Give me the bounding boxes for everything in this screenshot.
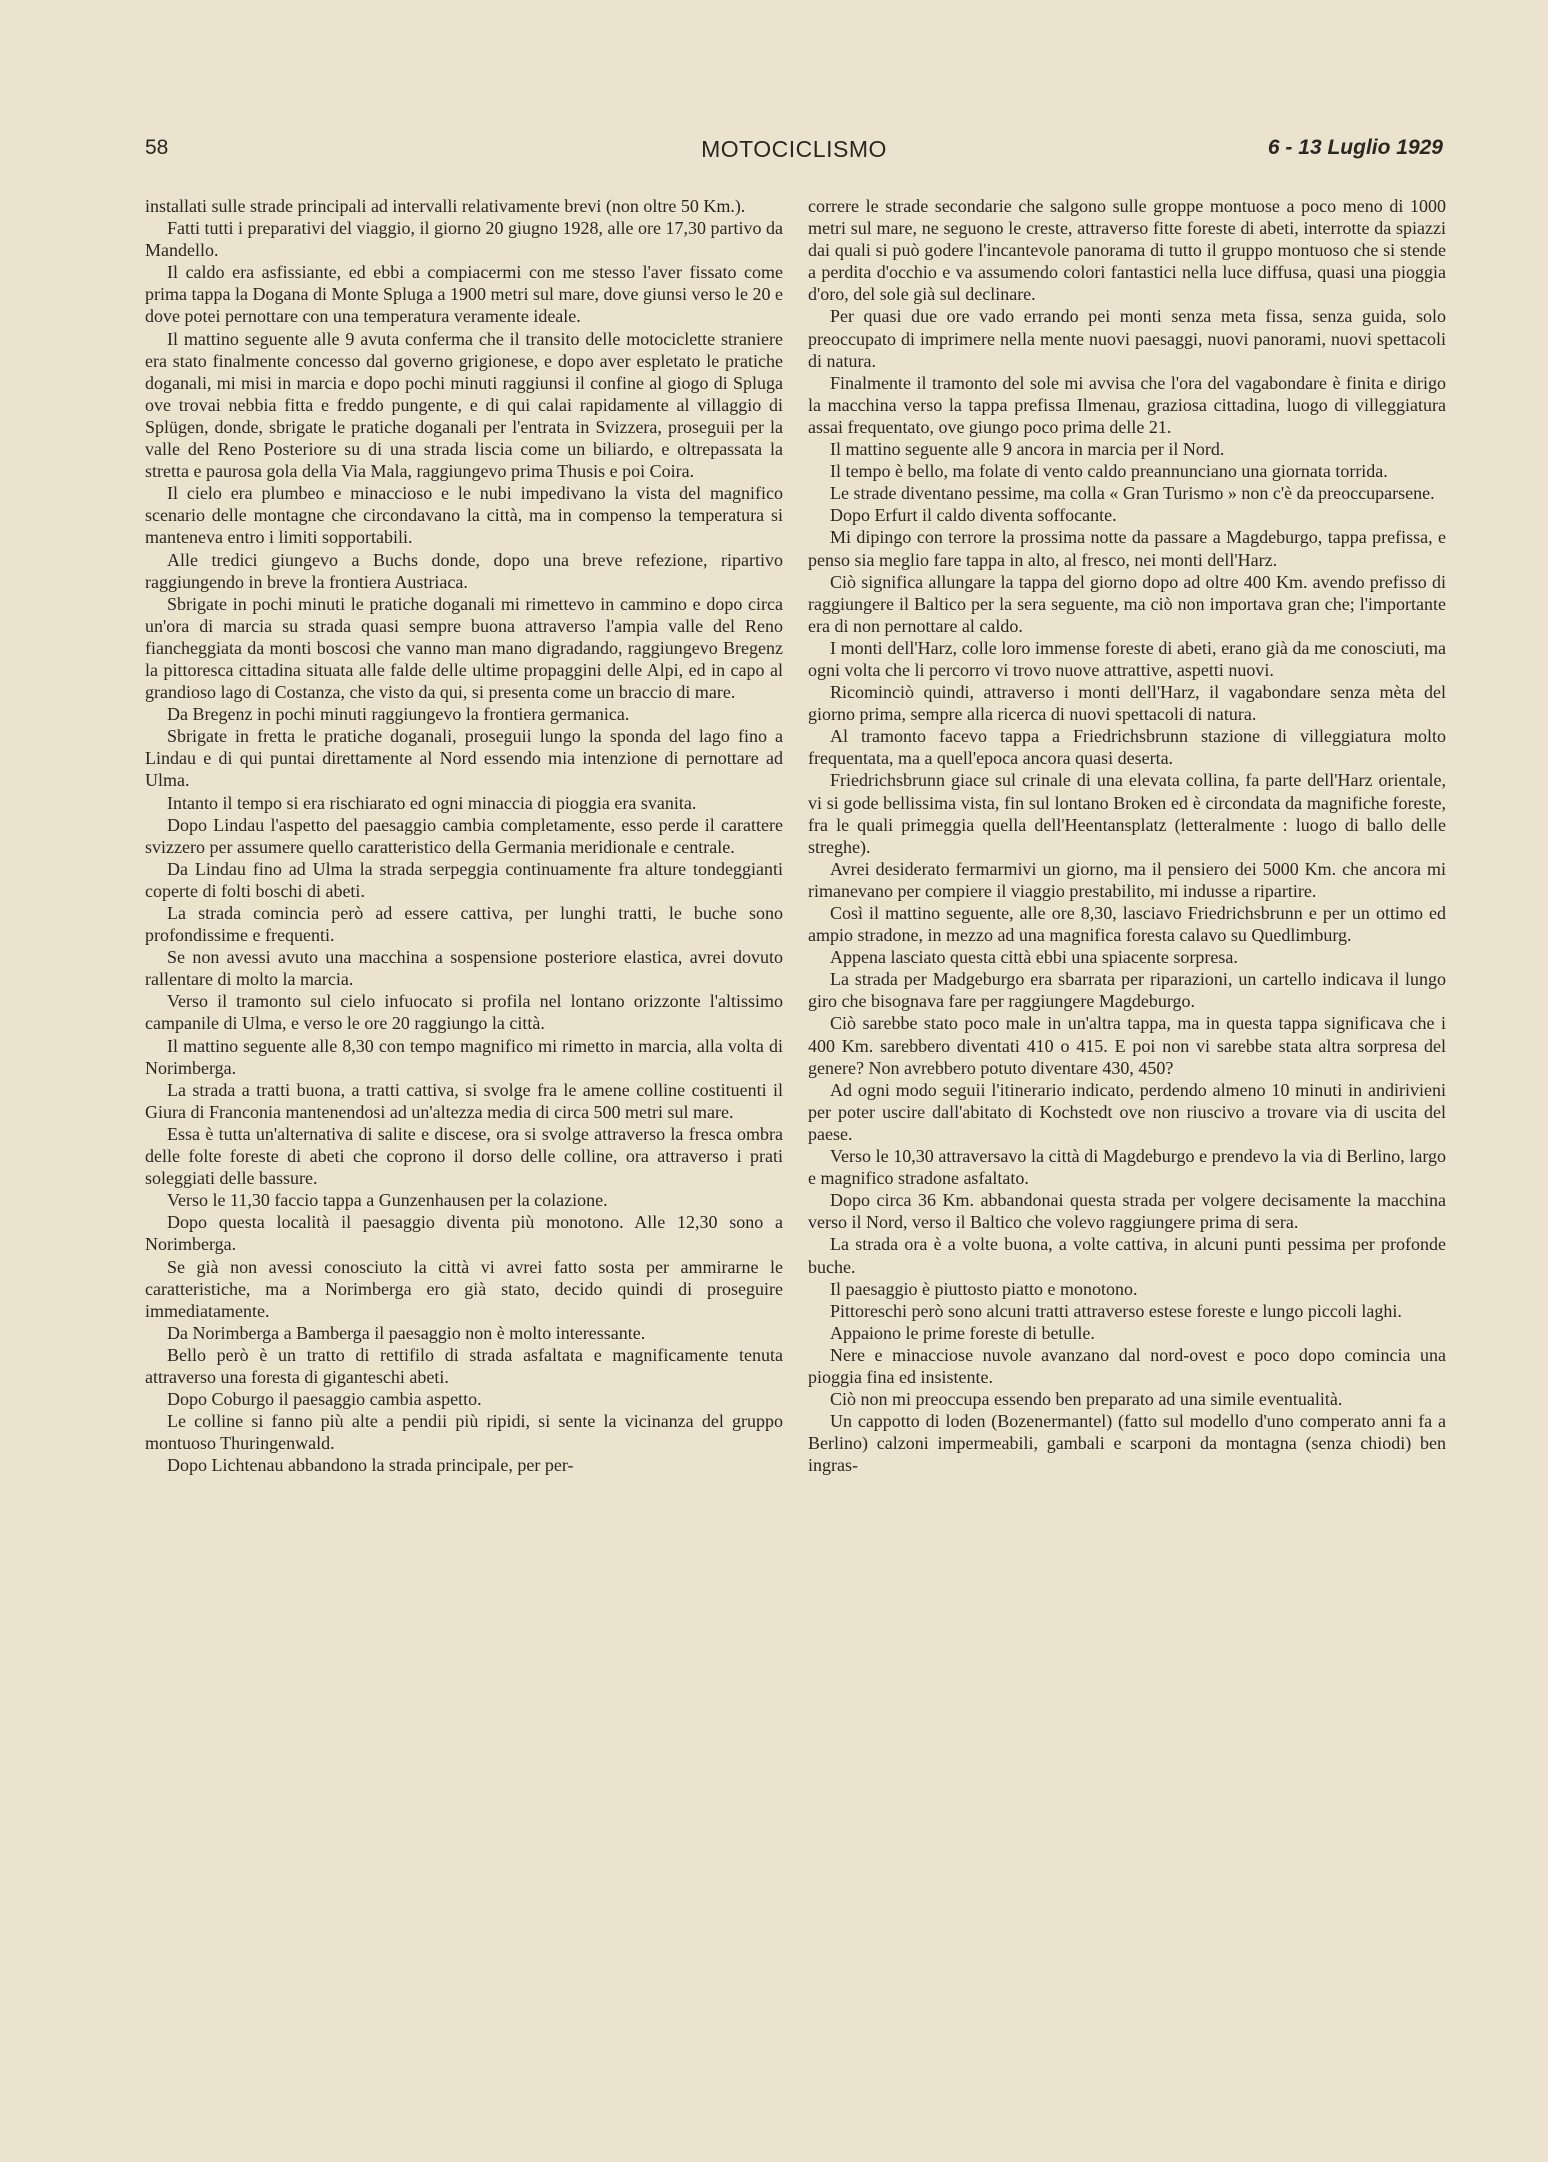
- paragraph: Se non avessi avuto una macchina a sospensione posteriore elastica, avrei dovuto rallentare di molto la marcia.: [145, 947, 783, 990]
- right-column: [808, 195, 1446, 1476]
- paragraph: Un cappotto di loden (Bozenermantel) (fatto sul modello d'uno comperato anni fa a Berlino) calzoni impermeabili, gambali e scarponi da montagna (senza chiodi) ben ingras-: [808, 1411, 1446, 1476]
- paragraph: Pittoreschi però sono alcuni tratti attraverso estese foreste e lungo piccoli laghi.: [830, 1300, 1402, 1321]
- paragraph: Mi dipingo con terrore la prossima notte da passare a Magdeburgo, tappa prefissa, e penso sia meglio fare tappa in alto, al fresco, nei monti dell'Harz.: [808, 527, 1446, 570]
- issue-date: 6 - 13 Luglio 1929: [1267, 136, 1443, 159]
- paragraph: Così il mattino seguente, alle ore 8,30, lasciavo Friedrichsbrunn e per un ottimo ed ampio stradone, in mezzo ad una magnifica foresta calavo su Quedlimburg.: [808, 903, 1446, 946]
- paragraph: Il mattino seguente alle 9 ancora in marcia per il Nord.: [830, 439, 1225, 460]
- left-column: [145, 195, 783, 1476]
- paragraph: Intanto il tempo si era rischiarato ed ogni minaccia di pioggia era svanita.: [167, 792, 697, 813]
- paragraph: installati sulle strade principali ad intervalli relativamente brevi (non oltre 50 Km.).: [145, 196, 746, 216]
- paragraph: La strada a tratti buona, a tratti cattiva, si svolge fra le amene colline costituenti il Giura di Franconia mantenendosi ad un'altezza media di circa 500 metri sul mare.: [145, 1079, 783, 1122]
- paragraph: Fatti tutti i preparativi del viaggio, il giorno 20 giugno 1928, alle ore 17,30 partivo da Mandello.: [145, 218, 783, 261]
- paragraph: Il cielo era plumbeo e minaccioso e le nubi impedivano la vista del magnifico scenario delle montagne che circondavano la città, ma in compenso la temperatura si manteneva entro i limiti sopportabili.: [145, 483, 783, 548]
- paragraph: Bello però è un tratto di rettifilo di strada asfaltata e magnificamente tenuta attraverso una foresta di giganteschi abeti.: [145, 1344, 783, 1387]
- paragraph: Le colline si fanno più alte a pendii più ripidi, si sente la vicinanza del gruppo montuoso Thuringenwald.: [145, 1411, 783, 1454]
- paragraph: Ciò significa allungare la tappa del giorno dopo ad oltre 400 Km. avendo prefisso di raggiungere il Baltico per la sera seguente, ma ciò non importava gran che; l'importante era di non pernottare al caldo.: [808, 571, 1446, 636]
- paragraph: Il mattino seguente alle 8,30 con tempo magnifico mi rimetto in marcia, alla volta di Norimberga.: [145, 1035, 783, 1078]
- paragraph: Verso il tramonto sul cielo infuocato si profila nel lontano orizzonte l'altissimo campanile di Ulma, e verso le ore 20 raggiungo la città.: [145, 991, 783, 1034]
- page-number: 58: [145, 136, 169, 159]
- paragraph: La strada comincia però ad essere cattiva, per lunghi tratti, le buche sono profondissime e frequenti.: [145, 903, 783, 946]
- paragraph: Appena lasciato questa città ebbi una spiacente sorpresa.: [830, 947, 1238, 968]
- paragraph: Dopo Lichtenau abbandono la strada principale, per per-: [167, 1455, 574, 1476]
- paragraph: Verso le 10,30 attraversavo la città di Magdeburgo e prendevo la via di Berlino, largo e magnifico stradone asfaltato.: [808, 1146, 1446, 1189]
- paragraph: Sbrigate in pochi minuti le pratiche doganali mi rimettevo in cammino e dopo circa un'ora di marcia su strada quasi sempre buona attraverso l'ampia valle del Reno fiancheggiata da monti boscosi che vanno man mano digradando, raggiungevo Bregenz la pittoresca cittadina situata alle falde delle ultime propaggini delle Alpi, ed in capo al grandioso lago di Costanza, che visto da qui, si presenta come un braccio di mare.: [145, 593, 783, 703]
- paragraph: Friedrichsbrunn giace sul crinale di una elevata collina, fa parte dell'Harz orientale, vi si gode bellissima vista, fin sul lontano Broken ed è circondata da magnifiche foreste, fra le quali primeggia quella dell'Heentansplatz (letteralmente : luogo di ballo delle streghe).: [808, 770, 1446, 857]
- paragraph: Ricominciò quindi, attraverso i monti dell'Harz, il vagabondare senza mèta del giorno prima, sempre alla ricerca di nuovi spettacoli di natura.: [808, 682, 1446, 725]
- paragraph: Essa è tutta un'alternativa di salite e discese, ora si svolge attraverso la fresca ombra delle folte foreste di abeti che coprono il dorso delle colline, ora attraverso i prati soleggiati delle bassure.: [145, 1123, 783, 1189]
- magazine-title: MOTOCICLISMO: [701, 136, 887, 162]
- paragraph: Dopo questa località il paesaggio diventa più monotono. Alle 12,30 sono a Norimberga.: [145, 1212, 783, 1255]
- paragraph: Appaiono le prime foreste di betulle.: [830, 1322, 1095, 1343]
- paragraph: I monti dell'Harz, colle loro immense foreste di abeti, erano già da me conosciuti, ma ogni volta che li percorro vi trovo nuove attrattive, aspetti nuovi.: [808, 637, 1446, 680]
- paragraph: Da Norimberga a Bamberga il paesaggio non è molto interessante.: [167, 1322, 646, 1343]
- paragraph: Il caldo era asfissiante, ed ebbi a compiacermi con me stesso l'aver fissato come prima tappa la Dogana di Monte Spluga a 1900 metri sul mare, dove giunsi verso le 20 e dove potei pernottare con una temperatura veramente ideale.: [145, 262, 783, 327]
- page-header: [145, 136, 1443, 166]
- paragraph: Da Lindau fino ad Ulma la strada serpeggia continuamente fra alture tondeggianti coperte di folti boschi di abeti.: [145, 858, 783, 901]
- paragraph: Ciò sarebbe stato poco male in un'altra tappa, ma in questa tappa significava che i 400 Km. sarebbero diventati 410 o 415. E poi non vi sarebbe stata altra sorpresa del genere? Non avrebbero potuto diventare 430, 450?: [808, 1013, 1446, 1078]
- paragraph: La strada ora è a volte buona, a volte cattiva, in alcuni punti pessima per profonde buche.: [808, 1234, 1446, 1277]
- paragraph: Avrei desiderato fermarmivi un giorno, ma il pensiero dei 5000 Km. che ancora mi rimanevano per compiere il viaggio prestabilito, mi indusse a ripartire.: [808, 858, 1446, 901]
- paragraph: Dopo Lindau l'aspetto del paesaggio cambia completamente, esso perde il carattere svizzero per assumere quello caratteristico della Germania meridionale e centrale.: [145, 814, 783, 857]
- paragraph: Ciò non mi preoccupa essendo ben preparato ad una simile eventualità.: [830, 1389, 1343, 1410]
- paragraph: Il paesaggio è piuttosto piatto e monotono.: [830, 1278, 1138, 1299]
- paragraph: Verso le 11,30 faccio tappa a Gunzenhausen per la colazione.: [167, 1190, 608, 1211]
- paragraph: Le strade diventano pessime, ma colla « Gran Turismo » non c'è da preoccuparsene.: [830, 483, 1435, 504]
- paragraph: Il tempo è bello, ma folate di vento caldo preannunciano una giornata torrida.: [830, 461, 1388, 482]
- paragraph: Sbrigate in fretta le pratiche doganali, proseguii lungo la sponda del lago fino a Lindau e di qui puntai direttamente al Nord essendo mia intenzione di pernottare ad Ulma.: [145, 726, 783, 791]
- paragraph: Alle tredici giungevo a Buchs donde, dopo una breve refezione, ripartivo raggiungendo in breve la frontiera Austriaca.: [145, 549, 783, 592]
- paragraph: Nere e minacciose nuvole avanzano dal nord-ovest e poco dopo comincia una pioggia fina ed insistente.: [808, 1344, 1446, 1387]
- paragraph: Dopo Coburgo il paesaggio cambia aspetto.: [167, 1389, 482, 1410]
- paragraph: Il mattino seguente alle 9 avuta conferma che il transito delle motociclette straniere era stato finalmente concesso dal governo grigionese, e dopo aver espletato le pratiche doganali, mi misi in marcia e dopo pochi minuti raggiunsi il confine al giogo di Spluga ove trovai nebbia fitta e freddo pungente, e di qui calai rapidamente al villaggio di Splügen, donde, sbrigate le pratiche doganali per l'entrata in Svizzera, proseguii per la valle del Reno Posteriore su di una strada liscia come un biliardo, e oltrepassata la stretta e paurosa gola della Via Mala, raggiungevo prima Thusis e poi Coira.: [145, 328, 783, 482]
- paragraph: Al tramonto facevo tappa a Friedrichsbrunn stazione di villeggiatura molto frequentata, ma a quell'epoca ancora quasi deserta.: [808, 726, 1446, 769]
- paragraph: Finalmente il tramonto del sole mi avvisa che l'ora del vagabondare è finita e dirigo la macchina verso la tappa prefissa Ilmenau, graziosa cittadina, luogo di villeggiatura assai frequentato, ove giungo poco prima delle 21.: [808, 372, 1446, 437]
- paragraph: La strada per Madgeburgo era sbarrata per riparazioni, un cartello indicava il lungo giro che bisognava fare per raggiungere Magdeburgo.: [808, 969, 1446, 1012]
- paragraph: Dopo circa 36 Km. abbandonai questa strada per volgere decisamente la macchina verso il Nord, verso il Baltico che volevo raggiungere prima di sera.: [808, 1190, 1446, 1233]
- paragraph: Se già non avessi conosciuto la città vi avrei fatto sosta per ammirarne le caratteristiche, ma a Norimberga ero già stato, decido quindi di proseguire immediatamente.: [145, 1256, 783, 1321]
- paragraph: Da Bregenz in pochi minuti raggiungevo la frontiera germanica.: [167, 704, 630, 725]
- paragraph: Ad ogni modo seguii l'itinerario indicato, perdendo almeno 10 minuti in andirivieni per poter uscire dall'abitato di Kochstedt ove non riuscivo a trovare via di uscita del paese.: [808, 1079, 1446, 1144]
- paragraph: Dopo Erfurt il caldo diventa soffocante.: [830, 505, 1117, 526]
- paragraph: Per quasi due ore vado errando pei monti senza meta fissa, senza guida, solo preoccupato di imprimere nella mente nuovi paesaggi, nuovi panorami, nuovi spettacoli di natura.: [808, 306, 1446, 371]
- paragraph: correre le strade secondarie che salgono sulle groppe montuose a poco meno di 1000 metri sul mare, ne seguono le creste, attraverso fitte foreste di abeti, interrotte da spiazzi dai quali si può godere l'incantevole panorama di tutto il gruppo montuoso che si stende a perdita d'occhio e va assumendo colori fantastici nella luce diffusa, quasi una pioggia d'oro, del sole già sul declinare.: [808, 196, 1446, 305]
